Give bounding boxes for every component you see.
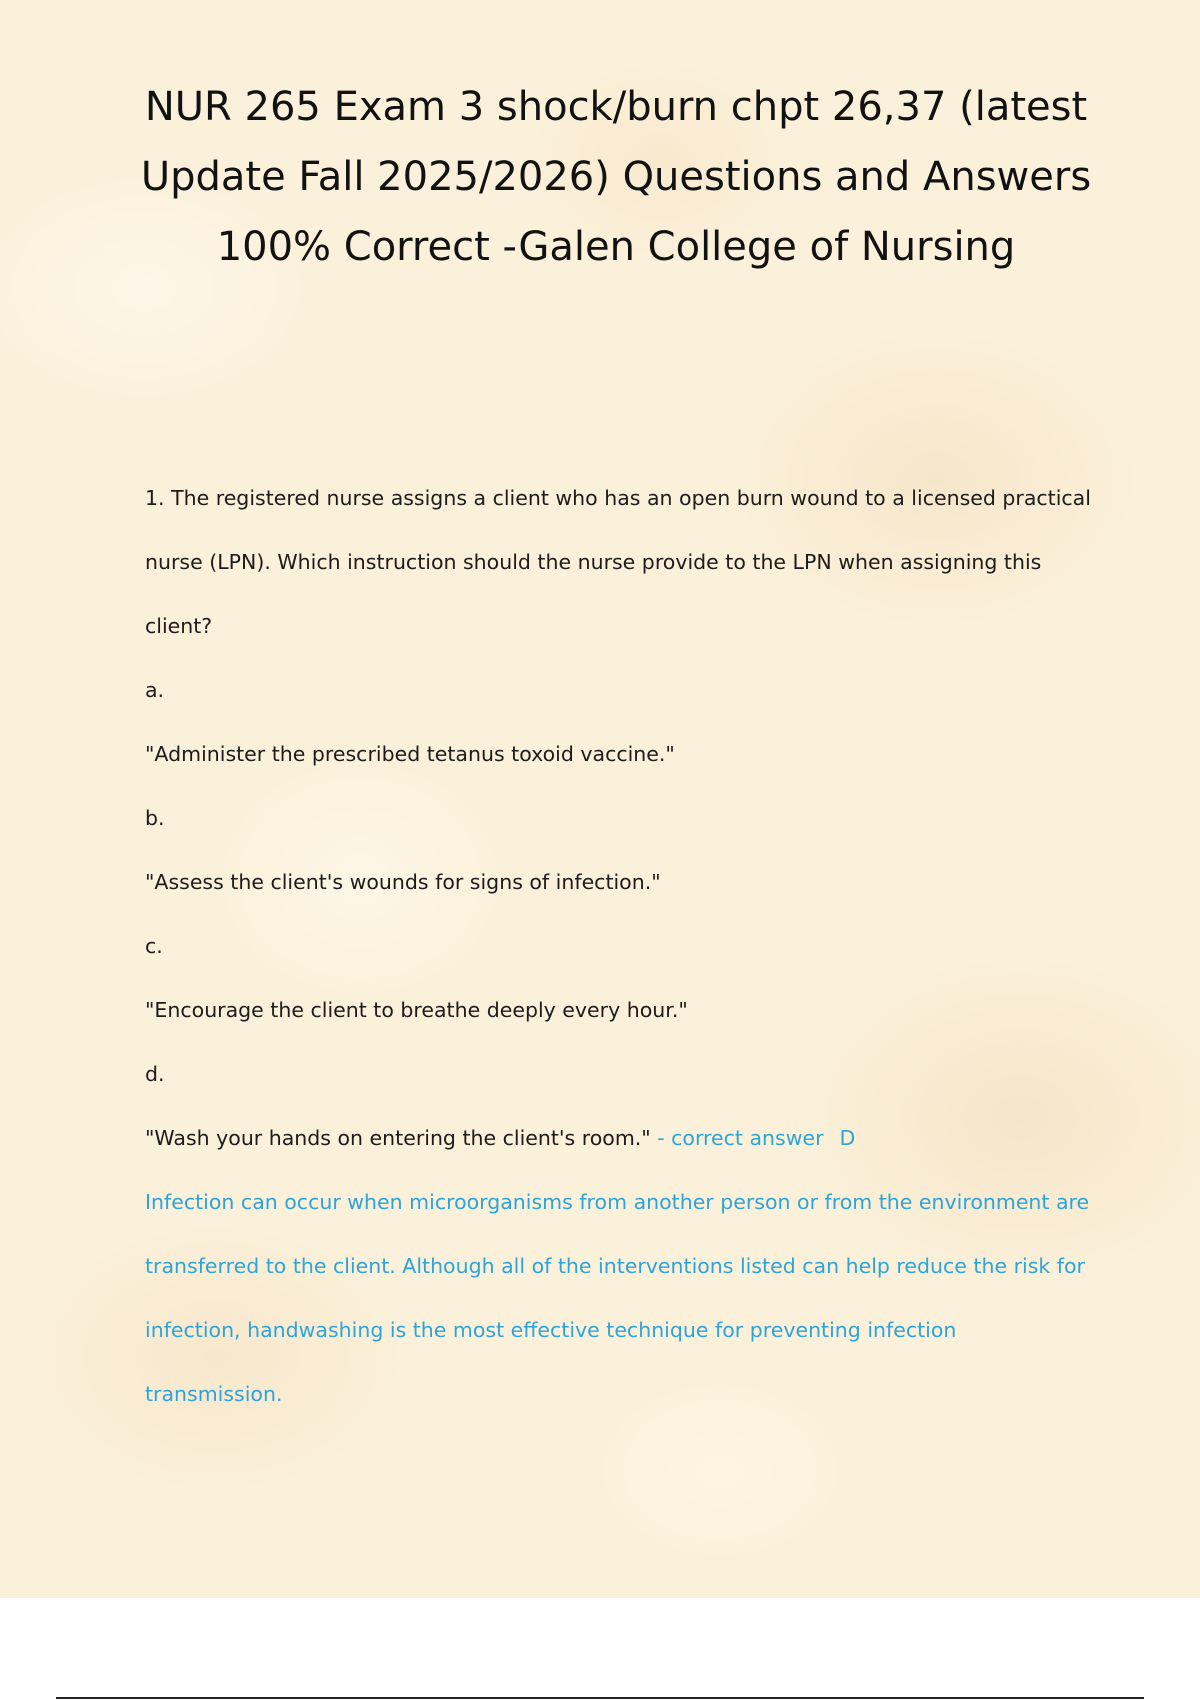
option-c-letter: c. (145, 934, 163, 958)
option-b-text: "Assess the client's wounds for signs of infection." (145, 870, 661, 894)
question-block (145, 466, 1095, 1426)
document-title: NUR 265 Exam 3 shock/burn chpt 26,37 (latest Update Fall 2025/2026) Questions and Answers 100% Correct -Galen College of Nursing (140, 84, 1092, 270)
answer-rationale: Infection can occur when microorganisms from another person or from the environment are transferred to the client. Although all of the interventions listed can help reduce the risk for infection, handwashing is the most effective technique for preventing infection transmission. (145, 1190, 1090, 1406)
option-d-text: "Wash your hands on entering the client's room." (145, 1126, 651, 1150)
option-a-text: "Administer the prescribed tetanus toxoid vaccine." (145, 742, 675, 766)
option-c-text: "Encourage the client to breathe deeply every hour." (145, 998, 688, 1022)
footer-divider (56, 1697, 1144, 1699)
option-d-letter: d. (145, 1062, 165, 1086)
option-a-letter: a. (145, 678, 165, 702)
option-b-letter: b. (145, 806, 165, 830)
correct-answer-label: - correct answer (650, 1126, 824, 1150)
option-d-line (145, 1106, 1095, 1170)
question-stem: 1. The registered nurse assigns a client who has an open burn wound to a licensed practical nurse (LPN). Which instruction should the nurse provide to the LPN when assigning this client? (145, 486, 1091, 638)
correct-answer-letter: D (839, 1126, 856, 1150)
